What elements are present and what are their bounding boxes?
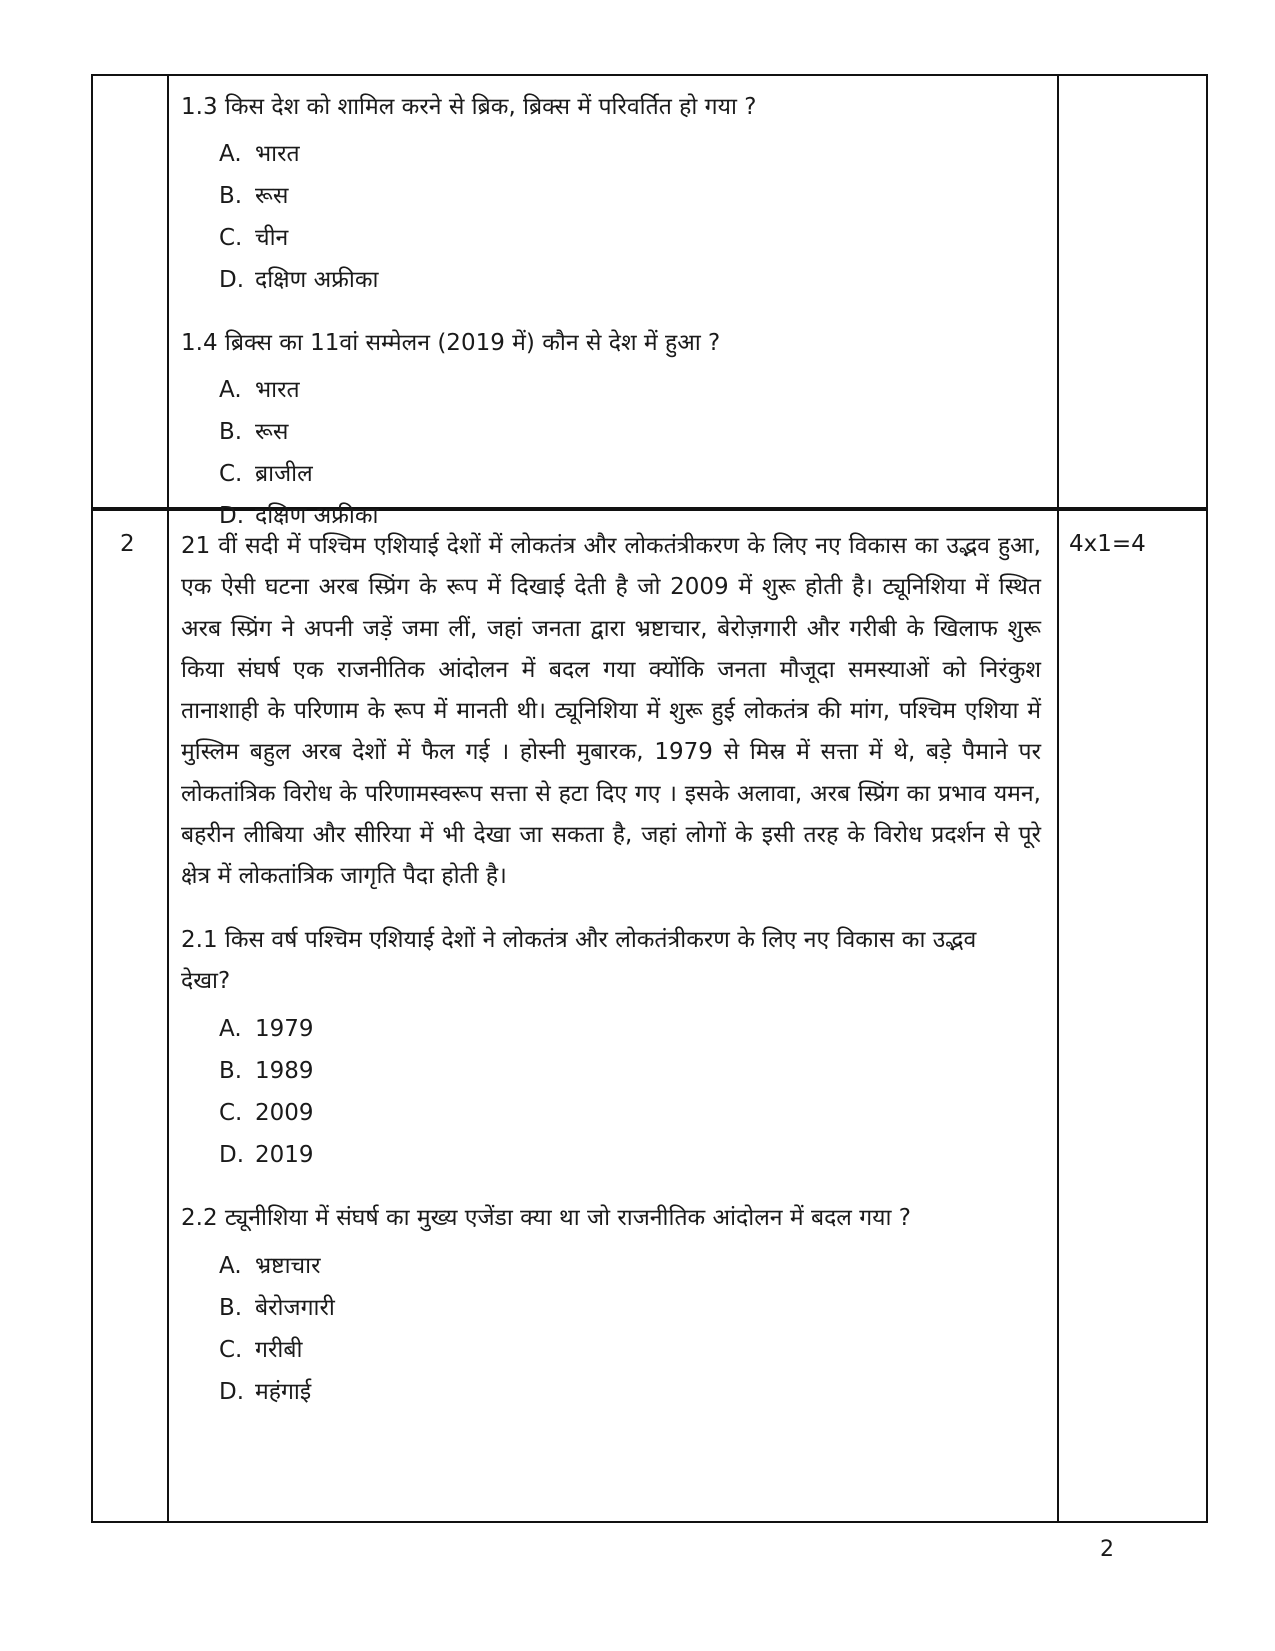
question-2-1-stem: 2.1 किस वर्ष पश्चिम एशियाई देशों ने लोकतंत्र और लोकतंत्रीकरण के लिए नए विकास का उद्भव देखा?: [181, 926, 977, 994]
option-item: B. बेरोजगारी: [219, 1294, 335, 1321]
option-item: A. 1979: [219, 1015, 314, 1042]
question-2-2-options: [181, 1245, 1041, 1413]
option-item: A. भ्रष्टाचार: [219, 1252, 321, 1279]
table-border-left: [91, 74, 93, 1523]
option-item: B. रूस: [219, 183, 289, 209]
table-border-bottom: [91, 1521, 1208, 1523]
question-cell-row-2: [181, 526, 1041, 1413]
question-2-1-options: [181, 1008, 1041, 1176]
question-table: [91, 74, 1208, 1523]
question-1-3-stem: 1.3 किस देश को शामिल करने से ब्रिक, ब्रिक्स में परिवर्तित हो गया ?: [181, 94, 757, 120]
option-item: D. दक्षिण अफ्रीका: [219, 503, 379, 529]
option-item: D. दक्षिण अफ्रीका: [219, 267, 379, 293]
option-item: D. 2019: [219, 1141, 314, 1168]
comprehension-passage: 21 वीं सदी में पश्चिम एशियाई देशों में लोकतंत्र और लोकतंत्रीकरण के लिए नए विकास का उद्भव हुआ, एक ऐसी घटना अरब स्प्रिंग के रूप में दिखाई देती है जो 2009 में शुरू होती है। ट्यूनिशिया में स्थित अरब स्प्रिंग ने अपनी जड़ें जमा लीं, जहां जनता द्वारा भ्रष्टाचार, बेरोज़गारी और गरीबी के खिलाफ शुरू किया संघर्ष एक राजनीतिक आंदोलन में बदल गया क्योंकि जनता मौजूदा समस्याओं को निरंकुश तानाशाही के परिणाम के रूप में मानती थी। ट्यूनिशिया में शुरू हुई लोकतंत्र की मांग, पश्चिम एशिया में मुस्लिम बहुल अरब देशों में फैल गई । होस्नी मुबारक, 1979 से मिस्र में सत्ता में थे, बड़े पैमाने पर लोकतांत्रिक विरोध के परिणामस्वरूप सत्ता से हटा दिए गए । इसके अलावा, अरब स्प्रिंग का प्रभाव यमन, बहरीन लीबिया और सीरिया में भी देखा जा सकता है, जहां लोगों के इसी तरह के विरोध प्रदर्शन से पूरे क्षेत्र में लोकतांत्रिक जागृति पैदा होती है।: [181, 533, 1041, 890]
question-1-4-options: [181, 369, 1041, 537]
column-divider-marks: [1057, 74, 1059, 1523]
question-number: 2: [120, 531, 135, 557]
page-number: 2: [1100, 1537, 1114, 1562]
question-1-3-options: [181, 133, 1041, 301]
option-item: C. चीन: [219, 225, 289, 251]
option-item: B. 1989: [219, 1057, 314, 1084]
marks-label: 4x1=4: [1069, 531, 1146, 557]
option-item: B. रूस: [219, 419, 289, 445]
table-border-top: [91, 74, 1208, 76]
question-2-2-stem: 2.2 ट्यूनीशिया में संघर्ष का मुख्य एजेंडा क्या था जो राजनीतिक आंदोलन में बदल गया ?: [181, 1204, 911, 1231]
column-divider-number: [167, 74, 169, 1523]
option-item: D. महंगाई: [219, 1378, 312, 1405]
question-cell-row-1: [181, 91, 1041, 537]
option-item: C. गरीबी: [219, 1336, 303, 1363]
option-item: C. ब्राजील: [219, 461, 313, 487]
option-item: A. भारत: [219, 141, 300, 167]
table-border-right: [1206, 74, 1208, 1523]
option-item: A. भारत: [219, 377, 300, 403]
question-1-4-stem: 1.4 ब्रिक्स का 11वां सम्मेलन (2019 में) कौन से देश में हुआ ?: [181, 330, 721, 356]
option-item: C. 2009: [219, 1099, 314, 1126]
